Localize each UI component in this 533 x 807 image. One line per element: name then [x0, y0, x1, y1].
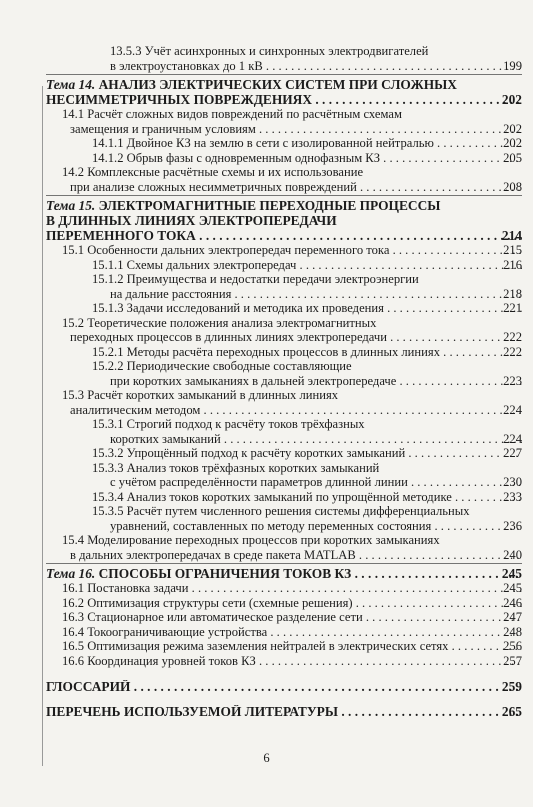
toc-entry-title: 15.1.3 Задачи исследований и методика их проведения [92, 301, 384, 315]
table-of-contents [46, 44, 522, 719]
toc-entry-page: 256 [503, 639, 522, 653]
toc-entry-page: 199 [503, 58, 522, 73]
page-number: 6 [263, 751, 270, 765]
toc-entry-title: 15.3.2 Упрощённый подход к расчёту коротких замыканий [92, 446, 406, 460]
toc-entry-page: 247 [503, 610, 522, 624]
toc-entry-title: 15.2.1 Методы расчёта переходных процессов в длинных линиях [92, 344, 440, 359]
toc-entry [46, 151, 522, 166]
toc-theme-label: Тема 15. [46, 198, 96, 213]
toc-entry-title: на дальние расстояния [110, 286, 232, 301]
section-divider [46, 563, 522, 564]
toc-entry-page: 257 [503, 653, 522, 668]
toc-theme-entry [46, 566, 522, 581]
toc-entry-page: 233 [503, 489, 522, 504]
toc-entry-page: 205 [503, 150, 522, 165]
toc-theme-entry [46, 198, 522, 243]
toc-entry [46, 136, 522, 151]
toc-entry-page: 245 [501, 566, 522, 581]
toc-entry-page: 214 [501, 228, 522, 243]
toc-entry [46, 359, 522, 388]
toc-entry-page: 230 [503, 475, 522, 489]
toc-entry [46, 581, 522, 596]
toc-entry [46, 107, 522, 136]
toc-entry [46, 446, 522, 461]
toc-entry-page: 222 [503, 330, 522, 344]
section-divider [46, 74, 522, 75]
toc-entry [46, 596, 522, 611]
toc-entry [46, 533, 522, 562]
toc-entry-title: 16.5 Оптимизация режима заземления нейтралей в электрических сетях [62, 639, 449, 653]
toc-bibliography-entry [46, 705, 522, 720]
toc-entry-page: 216 [503, 257, 522, 272]
toc-entry-title: 15.1.1 Схемы дальних электропередач [92, 257, 297, 272]
toc-entry-title: 15.3 Расчёт коротких замыканий в длинных линиях [62, 388, 339, 402]
toc-entry [46, 165, 522, 194]
toc-entry-page: 246 [503, 595, 522, 610]
toc-entry-page: 202 [503, 121, 522, 136]
toc-entry [46, 490, 522, 505]
toc-entry [46, 44, 522, 73]
toc-entry-page: 221 [503, 301, 522, 315]
toc-entry [46, 345, 522, 360]
toc-entry [46, 654, 522, 669]
toc-entry-title: 15.2.2 Периодические свободные составляющие [92, 359, 352, 373]
toc-entry [46, 301, 522, 316]
toc-entry-page: 218 [503, 286, 522, 301]
toc-entry-page: 227 [503, 446, 522, 460]
toc-entry-page: 224 [503, 431, 522, 446]
toc-entry-title: 16.3 Стационарное или автоматическое разделение сети [62, 610, 363, 624]
toc-entry [46, 625, 522, 640]
toc-entry-title: в электроустановках до 1 кВ [110, 58, 263, 73]
toc-entry-page: 248 [503, 624, 522, 639]
toc-entry-title: АНАЛИЗ ЭЛЕКТРИЧЕСКИХ СИСТЕМ ПРИ СЛОЖНЫХ [98, 77, 457, 92]
toc-entry-title: ЭЛЕКТРОМАГНИТНЫЕ ПЕРЕХОДНЫЕ ПРОЦЕССЫ [98, 198, 441, 213]
toc-entry-title: 15.1 Особенности дальних электропередач переменного тока [62, 243, 390, 257]
toc-entry-page: 215 [503, 243, 522, 257]
toc-glossary-page: 259 [501, 679, 522, 694]
toc-entry-title: ПЕРЕМЕННОГО ТОКА [46, 228, 196, 243]
toc-entry-page: 240 [503, 547, 522, 562]
toc-entry-title: переходных процессов в длинных линиях электропередачи [70, 330, 387, 344]
toc-entry-title: 15.3.1 Строгий подход к расчёту токов трёхфазных [92, 417, 365, 431]
toc-entry-title: СПОСОБЫ ОГРАНИЧЕНИЯ ТОКОВ КЗ [98, 566, 352, 581]
toc-theme-entry [46, 77, 522, 107]
toc-entry-page: 236 [503, 518, 522, 533]
toc-theme-label: Тема 16. [46, 566, 96, 581]
toc-entry-title: 15.3.4 Анализ токов коротких замыканий по упрощённой методике [92, 489, 452, 504]
toc-entry [46, 243, 522, 258]
toc-entry-title: 16.6 Координация уровней токов КЗ [62, 653, 256, 668]
toc-entry-title: уравнений, составленных по методу переменных состояния [110, 518, 432, 533]
toc-entry-title: коротких замыканий [110, 431, 221, 446]
toc-entry [46, 258, 522, 273]
toc-entry-title: В ДЛИННЫХ ЛИНИЯХ ЭЛЕКТРОПЕРЕДАЧИ [46, 213, 337, 228]
toc-entry-title: 14.1.1 Двойное КЗ на землю в сети с изолированной нейтралью [92, 136, 434, 150]
toc-entry-page: 245 [503, 581, 522, 595]
toc-entry-title: 14.2 Комплексные расчётные схемы и их использование [62, 165, 364, 179]
toc-entry-page: 222 [503, 344, 522, 359]
toc-entry-title: при анализе сложных несимметричных повреждений [70, 179, 357, 194]
toc-bibliography-page: 265 [501, 703, 522, 719]
toc-entry [46, 610, 522, 625]
toc-entry [46, 388, 522, 417]
toc-left-rule [42, 86, 43, 766]
toc-entry-title: 15.4 Моделирование переходных процессов при коротких замыканиях [62, 533, 440, 547]
section-divider [46, 195, 522, 196]
toc-entry-title: 16.4 Токоограничивающие устройства [62, 624, 268, 639]
toc-entry-title: 13.5.3 Учёт асинхронных и синхронных электродвигателей [110, 44, 429, 58]
toc-entry [46, 316, 522, 345]
toc-entry [46, 639, 522, 654]
toc-entry-page: 224 [503, 402, 522, 417]
toc-entry-title: замещения и граничным условиям [70, 121, 256, 136]
toc-theme-label: Тема 14. [46, 77, 96, 92]
toc-entry-page: 202 [503, 136, 522, 150]
toc-entry [46, 504, 522, 533]
toc-entry-title: 15.1.2 Преимущества и недостатки передачи электроэнергии [92, 272, 419, 286]
toc-glossary-title: ГЛОССАРИЙ [46, 680, 131, 694]
toc-entry-title: при коротких замыканиях в дальней электропередаче [110, 373, 397, 388]
toc-entry-title: 14.1 Расчёт сложных видов повреждений по расчётным схемам [62, 107, 402, 121]
toc-glossary-entry [46, 680, 522, 695]
toc-bibliography-title: ПЕРЕЧЕНЬ ИСПОЛЬЗУЕМОЙ ЛИТЕРАТУРЫ [46, 704, 339, 719]
toc-entry [46, 272, 522, 301]
toc-entry-title: 15.3.3 Анализ токов трёхфазных коротких замыканий [92, 460, 380, 475]
toc-entry-page: 223 [503, 373, 522, 388]
toc-entry-title: в дальних электропередачах в среде пакета MATLAB [70, 547, 356, 562]
toc-entry-page: 208 [503, 179, 522, 194]
toc-entry-title: 16.2 Оптимизация структуры сети (схемные решения) [62, 595, 353, 610]
toc-entry [46, 461, 522, 490]
toc-entry-page: 202 [501, 92, 522, 107]
toc-entry-title: 14.1.2 Обрыв фазы с одновременным однофазным КЗ [92, 150, 381, 165]
toc-entry-title: с учётом распределённости параметров длинной линии [110, 475, 408, 489]
toc-entry [46, 417, 522, 446]
toc-entry-title: НЕСИММЕТРИЧНЫХ ПОВРЕЖДЕНИЯХ [46, 92, 313, 107]
toc-entry-title: 15.3.5 Расчёт путем численного решения системы дифференциальных [92, 504, 470, 518]
toc-entry-title: 15.2 Теоретические положения анализа электромагнитных [62, 315, 377, 330]
toc-entry-title: 16.1 Постановка задачи [62, 581, 189, 595]
toc-entry-title: аналитическим методом [70, 402, 201, 417]
